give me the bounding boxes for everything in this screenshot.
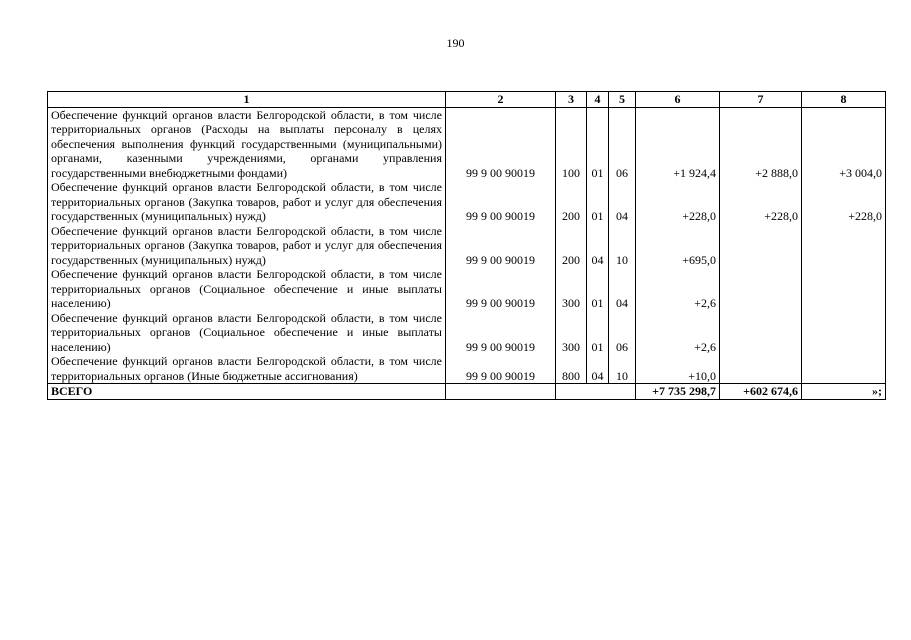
total-empty-code: [446, 384, 556, 400]
row-amount-col8: [802, 311, 886, 355]
table-row: [48, 224, 886, 268]
row-description: Обеспечение функций органов власти Белгородской области, в том числе территориальных органов (Закупка товаров, работ и услуг для обеспечения государственных (муниципальных) нужд): [48, 180, 446, 224]
table-row: [48, 180, 886, 224]
table-row: [48, 354, 886, 384]
row-amount-col6: +2,6: [636, 311, 720, 355]
row-target-code: 99 9 00 90019: [446, 107, 556, 180]
row-target-code: 99 9 00 90019: [446, 311, 556, 355]
row-subsection: 04: [609, 267, 636, 311]
row-expense-type: 200: [556, 180, 587, 224]
row-section: 01: [587, 267, 609, 311]
row-amount-col8: [802, 224, 886, 268]
row-expense-type: 300: [556, 311, 587, 355]
total-label: ВСЕГО: [48, 384, 446, 400]
row-section: 04: [587, 224, 609, 268]
row-amount-col8: +3 004,0: [802, 107, 886, 180]
row-description: Обеспечение функций органов власти Белгородской области, в том числе территориальных органов (Расходы на выплаты персоналу в целях обеспечения выполнения функций государственными (муниципальными) органами, казенными учреждениями, органами управления государственными внебюджетными фондами): [48, 107, 446, 180]
row-section: 01: [587, 311, 609, 355]
row-expense-type: 800: [556, 354, 587, 384]
row-amount-col8: [802, 267, 886, 311]
row-target-code: 99 9 00 90019: [446, 180, 556, 224]
header-col-3: 3: [556, 92, 587, 108]
row-amount-col7: +228,0: [720, 180, 802, 224]
header-col-7: 7: [720, 92, 802, 108]
header-col-4: 4: [587, 92, 609, 108]
row-amount-col7: [720, 354, 802, 384]
row-amount-col7: [720, 267, 802, 311]
row-target-code: 99 9 00 90019: [446, 267, 556, 311]
row-amount-col8: [802, 354, 886, 384]
row-subsection: 06: [609, 107, 636, 180]
budget-table: [47, 91, 886, 400]
header-col-5: 5: [609, 92, 636, 108]
total-empty-codes: [556, 384, 636, 400]
row-description: Обеспечение функций органов власти Белгородской области, в том числе территориальных органов (Социальное обеспечение и иные выплаты населению): [48, 311, 446, 355]
row-amount-col6: +228,0: [636, 180, 720, 224]
row-section: 01: [587, 107, 609, 180]
table-row: [48, 311, 886, 355]
row-subsection: 10: [609, 224, 636, 268]
row-description: Обеспечение функций органов власти Белгородской области, в том числе территориальных органов (Иные бюджетные ассигнования): [48, 354, 446, 384]
header-row: [48, 92, 886, 108]
row-amount-col6: +2,6: [636, 267, 720, 311]
total-end-mark: »;: [802, 384, 886, 400]
row-amount-col6: +1 924,4: [636, 107, 720, 180]
row-expense-type: 300: [556, 267, 587, 311]
row-amount-col6: +695,0: [636, 224, 720, 268]
row-target-code: 99 9 00 90019: [446, 354, 556, 384]
row-target-code: 99 9 00 90019: [446, 224, 556, 268]
row-amount-col7: [720, 311, 802, 355]
total-row: [48, 384, 886, 400]
row-amount-col7: +2 888,0: [720, 107, 802, 180]
total-col7: +602 674,6: [720, 384, 802, 400]
row-subsection: 04: [609, 180, 636, 224]
row-amount-col8: +228,0: [802, 180, 886, 224]
header-col-1: 1: [48, 92, 446, 108]
header-col-8: 8: [802, 92, 886, 108]
row-subsection: 06: [609, 311, 636, 355]
table-row: [48, 107, 886, 180]
header-col-2: 2: [446, 92, 556, 108]
row-expense-type: 200: [556, 224, 587, 268]
page-number: 190: [446, 36, 465, 50]
row-description: Обеспечение функций органов власти Белгородской области, в том числе территориальных органов (Социальное обеспечение и иные выплаты населению): [48, 267, 446, 311]
table-row: [48, 267, 886, 311]
row-description: Обеспечение функций органов власти Белгородской области, в том числе территориальных органов (Закупка товаров, работ и услуг для обеспечения государственных (муниципальных) нужд): [48, 224, 446, 268]
row-section: 01: [587, 180, 609, 224]
row-subsection: 10: [609, 354, 636, 384]
row-amount-col7: [720, 224, 802, 268]
row-amount-col6: +10,0: [636, 354, 720, 384]
row-expense-type: 100: [556, 107, 587, 180]
row-section: 04: [587, 354, 609, 384]
total-col6: +7 735 298,7: [636, 384, 720, 400]
header-col-6: 6: [636, 92, 720, 108]
